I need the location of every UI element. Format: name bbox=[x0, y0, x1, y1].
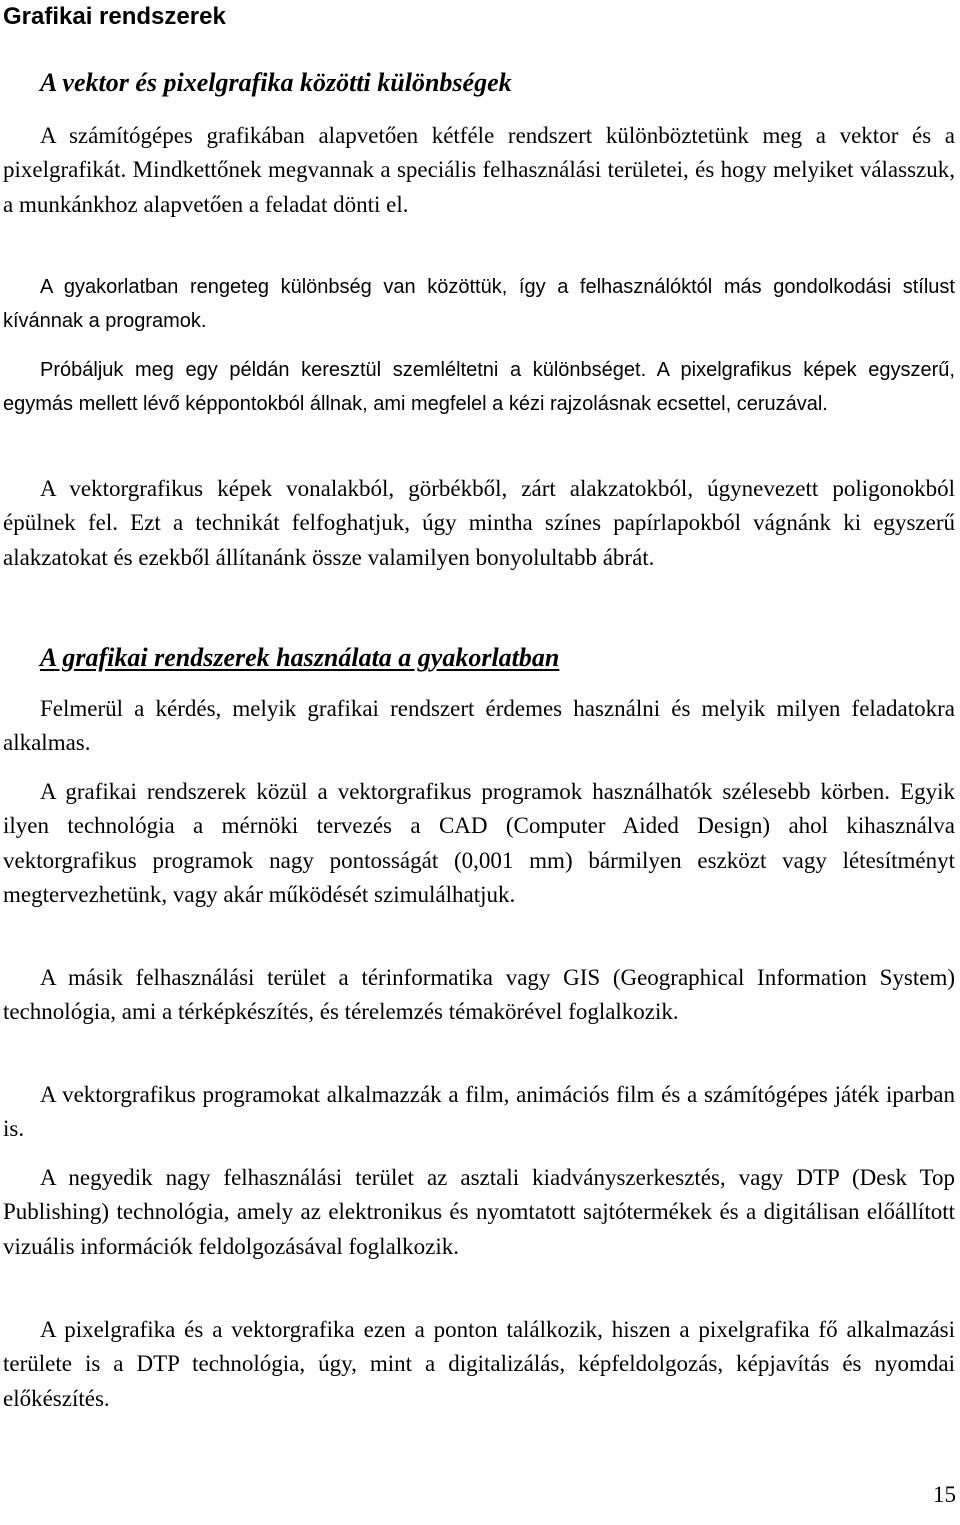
paragraph: A grafikai rendszerek közül a vektorgrafikus programok használhatók szélesebb körben. Egyik ilyen technológia a mérnöki tervezés a CAD (Computer Aided Design) ahol kihasználva vektorgrafikus programok nagy pontosságát (0,001 mm) bármilyen eszközt vagy létesítményt megtervezhetünk, vagy akár működését szimulálhatjuk. bbox=[3, 779, 955, 907]
section-heading-usage: A grafikai rendszerek használata a gyakorlatban bbox=[40, 643, 560, 672]
section-heading-differences: A vektor és pixelgrafika közötti különbségek bbox=[40, 68, 512, 97]
paragraph: A negyedik nagy felhasználási terület az asztali kiadványszerkesztés, vagy DTP (Desk Top Publishing) technológia, amely az elektronikus és nyomtatott sajtótermékek és a digitálisan előállított vizuális információk feldolgozásával foglalkozik. bbox=[3, 1165, 955, 1259]
paragraph: A pixelgrafika és a vektorgrafika ezen a ponton találkozik, hiszen a pixelgrafika fő alkalmazási területe is a DTP technológia, úgy, mint a digitalizálás, képfeldolgozás, képjavítás és nyomdai előkészítés. bbox=[3, 1317, 955, 1411]
page-number: 15 bbox=[933, 1482, 956, 1507]
paragraph: A számítógépes grafikában alapvetően kétféle rendszert különböztetünk meg a vektor és a pixelgrafikát. Mindkettőnek megvannak a speciális felhasználási területei, és hogy melyiket válasszuk, a munkánkhoz alapvetően a feladat dönti el. bbox=[3, 123, 955, 217]
paragraph: Felmerül a kérdés, melyik grafikai rendszert érdemes használni és melyik milyen feladatokra alkalmas. bbox=[3, 696, 955, 756]
chapter-title: Grafikai rendszerek bbox=[3, 3, 226, 30]
paragraph: A másik felhasználási terület a térinformatika vagy GIS (Geographical Information System) technológia, ami a térképkészítés, és térelemzés témakörével foglalkozik. bbox=[3, 965, 955, 1025]
paragraph: A gyakorlatban rengeteg különbség van közöttük, így a felhasználóktól más gondolkodási stílust kívánnak a programok. bbox=[3, 276, 955, 333]
paragraph: A vektorgrafikus képek vonalakból, görbékből, zárt alakzatokból, úgynevezett poligonokból épülnek fel. Ezt a technikát felfoghatjuk, úgy mintha színes papírlapokból vágnánk ki egyszerű alakzatokat és ezekből állítanánk össze valamilyen bonyolultabb ábrát. bbox=[3, 476, 955, 570]
paragraph: A vektorgrafikus programokat alkalmazzák a film, animációs film és a számítógépes játék iparban is. bbox=[3, 1082, 955, 1142]
paragraph: Próbáljuk meg egy példán keresztül szemléltetni a különbséget. A pixelgrafikus képek egyszerű, egymás mellett lévő képpontokból állnak, ami megfelel a kézi rajzolásnak ecsettel, ceruzával. bbox=[3, 359, 955, 416]
